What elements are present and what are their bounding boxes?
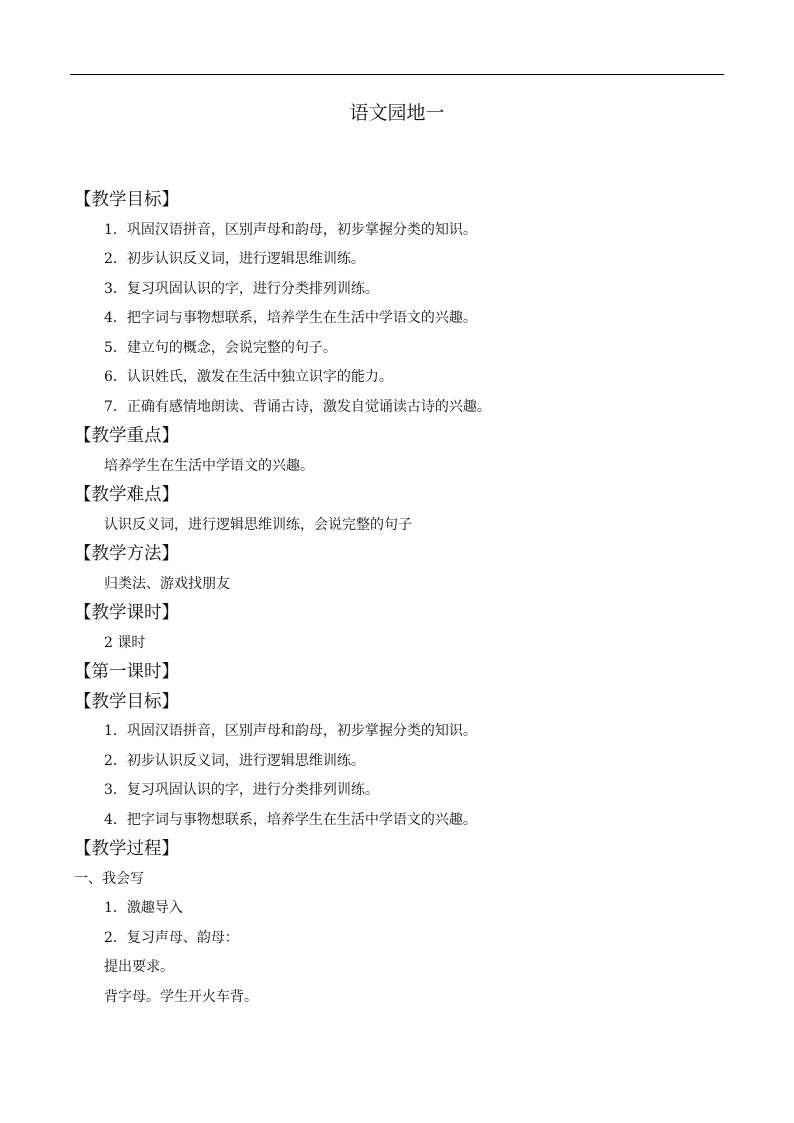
goal-item-1: 1．巩固汉语拼音，区别声母和韵母，初步掌握分类的知识。 (104, 221, 477, 238)
section-heading-methods: 【教学方法】 (74, 544, 179, 564)
goal-item-4: 4．把字词与事物想联系，培养学生在生活中学语文的兴趣。 (104, 310, 477, 326)
lesson-goal-item-1: 1．巩固汉语拼音，区别声母和韵母，初步掌握分类的知识。 (104, 723, 477, 739)
goal-item-2: 2．初步认识反义词，进行逻辑思维训练。 (104, 251, 365, 267)
process-step-2: 2．复习声母、韵母： (104, 929, 239, 946)
process-note-1: 提出要求。 (104, 959, 174, 975)
section-heading-teaching-goals: 【教学目标】 (74, 190, 179, 210)
process-part-1-heading: 一、我会写 (74, 870, 144, 887)
key-points-text: 培养学生在生活中学语文的兴趣。 (104, 457, 314, 474)
section-heading-class-hours: 【教学课时】 (74, 603, 179, 623)
difficulties-text: 认识反义词，进行逻辑思维训练，会说完整的句子 (104, 516, 412, 533)
goal-item-5: 5．建立句的概念，会说完整的句子。 (104, 339, 337, 356)
section-heading-difficulties: 【教学难点】 (74, 485, 179, 505)
lesson-goal-item-2: 2．初步认识反义词，进行逻辑思维训练。 (104, 752, 365, 769)
class-hours-text: 2 课时 (104, 634, 146, 651)
goal-item-6: 6．认识姓氏，激发在生活中独立识字的能力。 (104, 369, 393, 385)
lesson-goal-item-4: 4．把字词与事物想联系，培养学生在生活中学语文的兴趣。 (104, 811, 477, 828)
methods-text: 归类法、游戏找朋友 (104, 575, 230, 592)
section-heading-first-lesson: 【第一课时】 (74, 662, 179, 682)
process-note-2: 背字母。学生开火车背。 (104, 988, 258, 1005)
lesson-goal-item-3: 3．复习巩固认识的字，进行分类排列训练。 (104, 782, 379, 798)
section-heading-key-points: 【教学重点】 (74, 426, 179, 446)
document-body (0, 186, 794, 1012)
section-heading-lesson-goals: 【教学目标】 (74, 691, 179, 712)
header-rule (70, 74, 724, 75)
page-title: 语文园地一 (349, 102, 445, 124)
process-step-1: 1．激趣导入 (104, 900, 183, 916)
section-heading-process: 【教学过程】 (74, 839, 179, 859)
goal-item-7: 7．正确有感情地朗读、背诵古诗，激发自觉诵读古诗的兴趣。 (104, 398, 491, 415)
goal-item-3: 3．复习巩固认识的字，进行分类排列训练。 (104, 280, 379, 297)
